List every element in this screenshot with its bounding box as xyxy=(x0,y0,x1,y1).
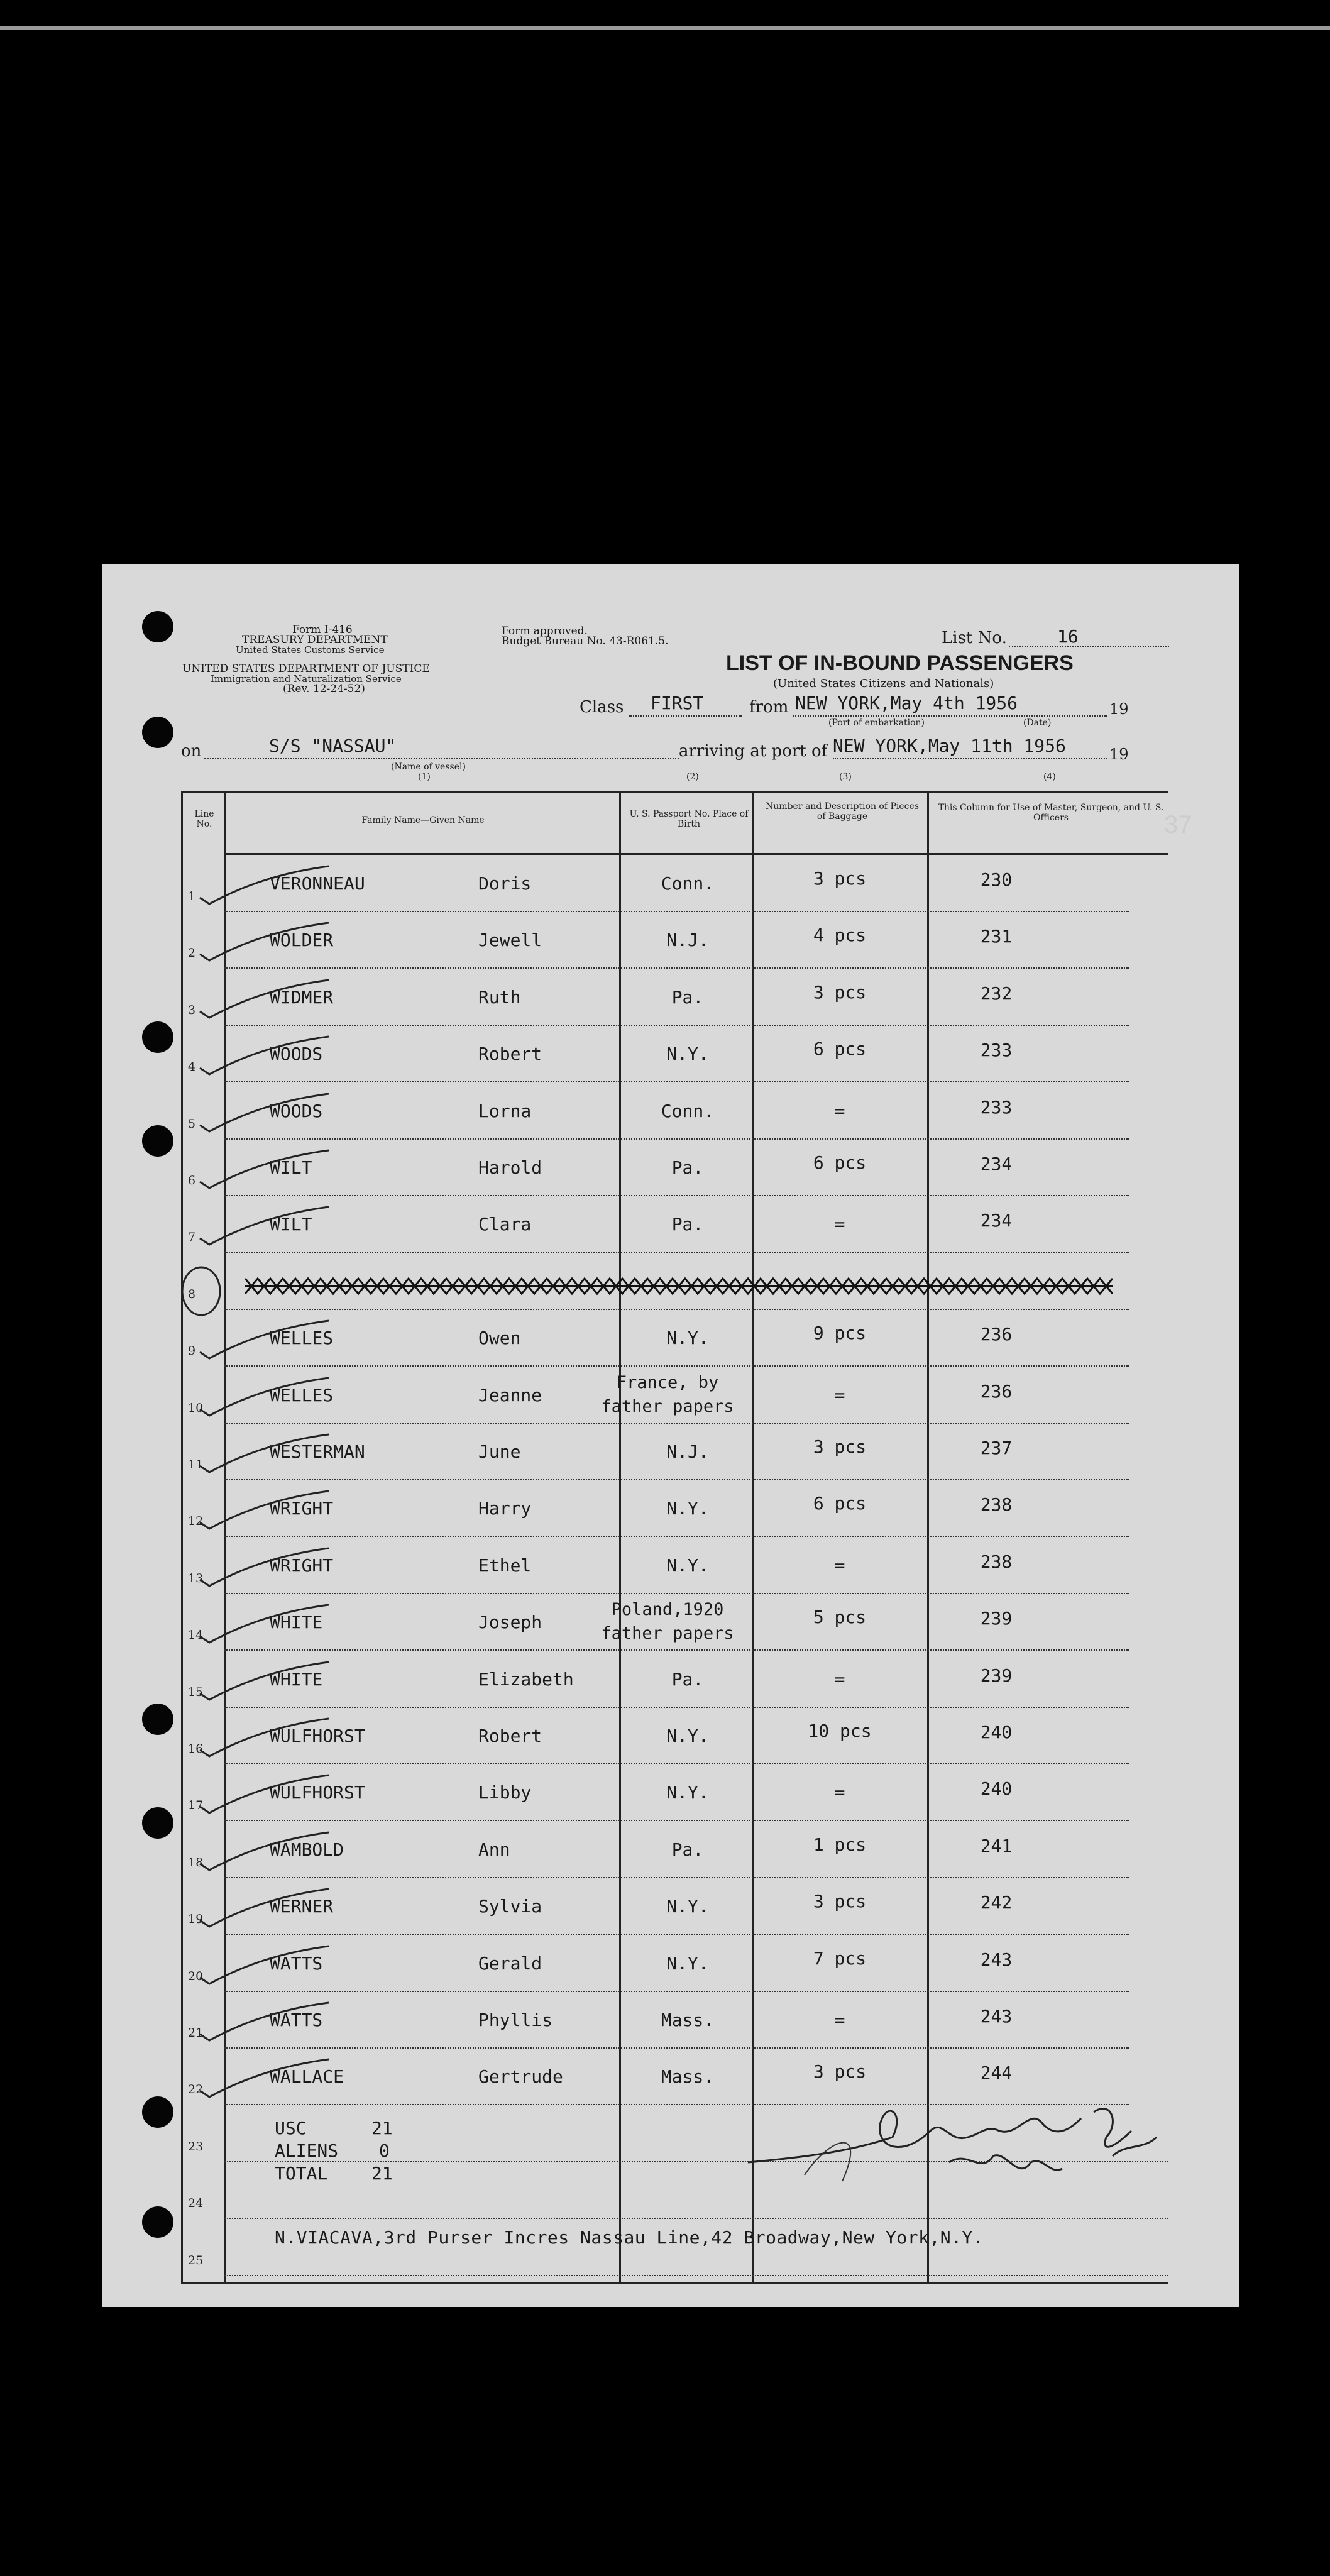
check-mark xyxy=(175,916,338,967)
check-mark xyxy=(175,1599,338,1649)
given-name: Elizabeth xyxy=(478,1668,574,1690)
header-baggage: Number and Description of Pieces of Baggage xyxy=(766,801,919,822)
place-of-birth: N.Y. xyxy=(666,1726,709,1746)
family-name: WAMBOLD xyxy=(270,1839,344,1860)
given-name: Sylvia xyxy=(478,1896,542,1917)
row-rule xyxy=(224,1592,1129,1594)
officer-number: 240 xyxy=(980,1722,1013,1742)
header-line-no: Line No. xyxy=(194,809,214,829)
place-of-birth: N.Y. xyxy=(666,1952,709,1974)
baggage-count: 3 pcs xyxy=(813,2061,867,2083)
row-rule xyxy=(224,1648,1129,1651)
arriving-value: NEW YORK,May 11th 1956 xyxy=(833,735,1066,756)
row-rule xyxy=(224,910,1129,912)
from-label: from xyxy=(749,698,789,717)
check-mark xyxy=(175,1883,338,1933)
line-number: 9 xyxy=(188,1344,196,1358)
header-officers: This Column for Use of Master, Surgeon, and U. S. Officers xyxy=(938,803,1164,823)
place-of-birth: Pa. xyxy=(671,1214,704,1235)
place-of-birth: N.Y. xyxy=(666,1328,709,1349)
col-number-4: (4) xyxy=(1043,772,1056,782)
officer-number: 240 xyxy=(980,1778,1013,1800)
date-label: (Date) xyxy=(1023,718,1052,728)
check-mark xyxy=(175,1372,338,1422)
top-border-line xyxy=(0,26,1330,30)
line-number: 10 xyxy=(188,1401,204,1415)
place-of-birth: Mass. xyxy=(661,2010,715,2030)
officer-number: 234 xyxy=(980,1153,1013,1174)
officer-number: 232 xyxy=(980,983,1013,1004)
line-number: 7 xyxy=(188,1230,196,1245)
given-name: Jeanne xyxy=(478,1384,542,1406)
given-name: Harold xyxy=(478,1157,542,1178)
col-number-3: (3) xyxy=(839,772,852,782)
family-name: WELLES xyxy=(270,1328,334,1349)
officer-number: 238 xyxy=(980,1551,1013,1572)
officer-number: 239 xyxy=(980,1665,1013,1686)
baggage-count: 4 pcs xyxy=(813,925,867,946)
check-mark xyxy=(175,1428,338,1478)
row-rule xyxy=(224,1990,1129,1992)
officer-number: 236 xyxy=(980,1380,1013,1402)
baggage-count: 3 pcs xyxy=(813,868,867,889)
side-page-number: 37 xyxy=(1164,811,1192,839)
given-name: Harry xyxy=(478,1498,532,1519)
list-no-line xyxy=(1009,646,1169,647)
year-suffix-2: 19 xyxy=(1109,746,1129,763)
row-rule xyxy=(224,2046,1129,2049)
given-name: June xyxy=(478,1441,521,1462)
family-name: WIDMER xyxy=(270,986,334,1008)
line-number: 21 xyxy=(188,2026,204,2040)
place-of-birth: N.Y. xyxy=(666,1555,709,1576)
line-number: 25 xyxy=(188,2253,204,2267)
line-number: 24 xyxy=(188,2196,204,2211)
baggage-count: 3 pcs xyxy=(813,981,867,1003)
binder-hole xyxy=(142,2096,173,2128)
handwritten-signature xyxy=(742,2087,1182,2188)
check-mark xyxy=(175,1656,338,1706)
given-name: Owen xyxy=(478,1328,521,1349)
year-suffix-1: 19 xyxy=(1109,700,1129,718)
binder-hole xyxy=(142,1125,173,1157)
officer-number: 236 xyxy=(980,1324,1013,1345)
row-rule xyxy=(224,1307,1129,1310)
baggage-count: = xyxy=(834,1214,845,1235)
line-number: 18 xyxy=(188,1855,204,1869)
place-of-birth: N.J. xyxy=(666,1441,709,1462)
row-rule xyxy=(224,1364,1129,1367)
row-rule xyxy=(224,1023,1129,1026)
family-name: WATTS xyxy=(270,2010,323,2030)
list-no-value: 16 xyxy=(1057,626,1079,647)
circled-line-mark xyxy=(177,1265,228,1321)
binder-hole xyxy=(142,611,173,642)
row-rule xyxy=(224,1534,1129,1537)
family-name: WILT xyxy=(270,1214,312,1235)
given-name: Doris xyxy=(478,873,532,894)
given-name: Ann xyxy=(478,1839,510,1860)
arriving-line xyxy=(833,758,1107,759)
immigration-service: Immigration and Naturalization Service xyxy=(211,673,402,685)
given-name: Phyllis xyxy=(478,2010,553,2030)
baggage-count: = xyxy=(834,1668,845,1690)
justice-department: UNITED STATES DEPARTMENT OF JUSTICE xyxy=(182,663,430,675)
purser-signature-line: N.VIACAVA,3rd Purser Incres Nassau Line,42 Broadway,New York,N.Y. xyxy=(275,2227,984,2248)
baggage-count: 7 pcs xyxy=(813,1947,867,1969)
officer-number: 237 xyxy=(980,1438,1013,1458)
binder-hole xyxy=(142,1021,173,1053)
officer-number: 244 xyxy=(980,2062,1013,2084)
baggage-count: 5 pcs xyxy=(813,1607,867,1628)
baggage-count: 3 pcs xyxy=(813,1436,867,1457)
document-subtitle: (United States Citizens and Nationals) xyxy=(773,677,994,690)
vessel-name-label: (Name of vessel) xyxy=(391,762,466,772)
check-mark xyxy=(175,1030,338,1081)
baggage-count: 6 pcs xyxy=(813,1038,867,1060)
binder-hole xyxy=(142,2206,173,2238)
given-name: Ruth xyxy=(478,986,521,1008)
place-of-birth: Conn. xyxy=(661,873,715,894)
line-number: 16 xyxy=(188,1742,204,1756)
place-of-birth: Conn. xyxy=(661,1100,715,1121)
line-number: 5 xyxy=(188,1116,196,1131)
check-mark xyxy=(175,1087,338,1138)
check-mark xyxy=(175,1940,338,1990)
port-embarkation-label: (Port of embarkation) xyxy=(828,718,925,728)
budget-bureau: Budget Bureau No. 43-R061.5. xyxy=(502,635,669,647)
usc-value: 21 xyxy=(371,2118,393,2138)
family-name: WRIGHT xyxy=(270,1498,334,1519)
baggage-count: = xyxy=(834,2010,845,2030)
officer-number: 234 xyxy=(980,1210,1013,1231)
revision-date: (Rev. 12-24-52) xyxy=(283,683,365,695)
row-rule xyxy=(224,1137,1129,1140)
customs-service: United States Customs Service xyxy=(236,644,385,656)
row-rule xyxy=(224,1250,1129,1253)
place-of-birth: N.Y. xyxy=(666,1043,709,1065)
baggage-count: 10 pcs xyxy=(808,1720,872,1741)
arriving-label: arriving at port of xyxy=(679,742,828,761)
strikeout-scribble xyxy=(245,1275,1113,1297)
row-rule xyxy=(224,966,1129,969)
family-name: WOODS xyxy=(270,1043,323,1065)
row-rule xyxy=(224,1080,1129,1082)
officer-number: 239 xyxy=(980,1608,1013,1629)
binder-hole xyxy=(142,1807,173,1839)
check-mark xyxy=(175,1485,338,1535)
line-number: 17 xyxy=(188,1798,204,1813)
line-number: 23 xyxy=(188,2139,204,2154)
officer-number: 233 xyxy=(980,1096,1013,1118)
check-mark xyxy=(175,1314,338,1365)
line-number: 13 xyxy=(188,1571,204,1585)
header-passport: U. S. Passport No. Place of Birth xyxy=(629,809,749,829)
check-mark xyxy=(175,974,338,1024)
given-name: Robert xyxy=(478,1043,542,1065)
officer-number: 242 xyxy=(980,1892,1013,1913)
family-name: WULFHORST xyxy=(270,1726,365,1746)
row-rule xyxy=(224,1421,1129,1424)
baggage-count: = xyxy=(834,1384,845,1406)
baggage-count: 3 pcs xyxy=(813,1891,867,1912)
form-approved: Form approved. xyxy=(502,625,588,637)
place-of-birth: France, by father papers xyxy=(601,1372,734,1416)
line-number: 14 xyxy=(188,1628,204,1643)
place-of-birth: N.Y. xyxy=(666,1782,709,1803)
line-number: 20 xyxy=(188,1969,204,1983)
check-mark xyxy=(175,1201,338,1251)
total-label: TOTAL xyxy=(275,2163,328,2184)
place-of-birth: Pa. xyxy=(671,1668,704,1690)
line-number: 19 xyxy=(188,1912,204,1927)
from-value: NEW YORK,May 4th 1956 xyxy=(795,693,1018,713)
line-number: 6 xyxy=(188,1174,196,1187)
vessel-name: S/S "NASSAU" xyxy=(269,735,397,756)
place-of-birth: Mass. xyxy=(661,2066,715,2088)
family-name: WHITE xyxy=(270,1668,323,1690)
place-of-birth: Pa. xyxy=(671,1157,704,1178)
row-rule xyxy=(224,2216,1168,2219)
line-number: 2 xyxy=(188,946,196,960)
baggage-count: 6 pcs xyxy=(813,1152,867,1173)
baggage-count: 9 pcs xyxy=(813,1323,867,1344)
check-mark xyxy=(175,1996,338,2047)
check-mark xyxy=(175,1712,338,1763)
given-name: Ethel xyxy=(478,1555,532,1576)
family-name: WHITE xyxy=(270,1612,323,1633)
given-name: Joseph xyxy=(478,1612,542,1633)
line-number: 3 xyxy=(188,1003,196,1017)
class-value: FIRST xyxy=(651,693,704,713)
line-number: 1 xyxy=(188,889,196,903)
officer-number: 238 xyxy=(980,1494,1013,1516)
officer-number: 233 xyxy=(980,1040,1013,1061)
check-mark xyxy=(175,1769,338,1819)
row-rule xyxy=(224,1819,1129,1821)
class-line xyxy=(629,715,742,717)
col-number-1: (1) xyxy=(418,772,431,782)
treasury-department: TREASURY DEPARTMENT xyxy=(242,634,388,646)
list-no-label: List No. xyxy=(942,629,1007,647)
row-rule xyxy=(224,1478,1129,1480)
usc-label: USC xyxy=(275,2118,307,2138)
family-name: WALLACE xyxy=(270,2066,344,2088)
row-rule xyxy=(224,1762,1129,1764)
family-name: WOODS xyxy=(270,1100,323,1121)
place-of-birth: N.J. xyxy=(666,930,709,951)
family-name: WULFHORST xyxy=(270,1782,365,1803)
binder-hole xyxy=(142,717,173,748)
check-mark xyxy=(175,1826,338,1876)
form-number: Form I-416 xyxy=(292,624,353,636)
officer-number: 243 xyxy=(980,1949,1013,1970)
binder-hole xyxy=(142,1704,173,1735)
line-number: 4 xyxy=(188,1060,196,1074)
col-number-2: (2) xyxy=(686,772,699,782)
row-rule xyxy=(224,1876,1129,1878)
on-label: on xyxy=(181,742,202,761)
family-name: VERONNEAU xyxy=(270,873,365,894)
place-of-birth: N.Y. xyxy=(666,1498,709,1519)
family-name: WATTS xyxy=(270,1952,323,1974)
family-name: WRIGHT xyxy=(270,1555,334,1576)
family-name: WERNER xyxy=(270,1896,334,1917)
baggage-count: = xyxy=(834,1100,845,1121)
row-rule xyxy=(224,1932,1129,1935)
given-name: Robert xyxy=(478,1726,542,1746)
given-name: Lorna xyxy=(478,1100,532,1121)
line-number: 8 xyxy=(188,1287,196,1301)
line-number: 12 xyxy=(188,1514,204,1529)
header-rule xyxy=(224,853,1168,855)
aliens-value: 0 xyxy=(379,2140,390,2161)
given-name: Libby xyxy=(478,1782,532,1803)
officer-number: 243 xyxy=(980,2006,1013,2027)
check-mark xyxy=(175,1542,338,1592)
place-of-birth: Pa. xyxy=(671,1839,704,1860)
line-number: 15 xyxy=(188,1685,204,1699)
check-mark xyxy=(175,1144,338,1194)
given-name: Jewell xyxy=(478,930,542,951)
vessel-line xyxy=(204,758,679,759)
aliens-label: ALIENS xyxy=(275,2140,339,2161)
family-name: WILT xyxy=(270,1157,312,1178)
baggage-count: = xyxy=(834,1555,845,1576)
officer-number: 241 xyxy=(980,1835,1013,1856)
given-name: Clara xyxy=(478,1214,532,1235)
header-name: Family Name—Given Name xyxy=(361,815,485,825)
place-of-birth: Pa. xyxy=(671,986,704,1008)
document-title: LIST OF IN-BOUND PASSENGERS xyxy=(726,651,1074,675)
baggage-count: = xyxy=(834,1782,845,1803)
officer-number: 231 xyxy=(980,926,1013,947)
row-rule xyxy=(224,2274,1168,2276)
family-name: WOLDER xyxy=(270,930,334,951)
check-mark xyxy=(175,860,338,910)
total-value: 21 xyxy=(371,2163,393,2184)
officer-number: 230 xyxy=(980,869,1013,890)
baggage-count: 1 pcs xyxy=(813,1834,867,1855)
given-name: Gerald xyxy=(478,1952,542,1974)
family-name: WELLES xyxy=(270,1384,334,1406)
given-name: Gertrude xyxy=(478,2066,563,2088)
check-mark xyxy=(175,2053,338,2103)
class-label: Class xyxy=(580,698,624,717)
row-rule xyxy=(224,1705,1129,1708)
place-of-birth: Poland,1920 father papers xyxy=(601,1600,734,1644)
line-number: 11 xyxy=(188,1458,204,1472)
place-of-birth: N.Y. xyxy=(666,1896,709,1917)
row-rule xyxy=(224,1194,1129,1196)
family-name: WESTERMAN xyxy=(270,1441,365,1462)
line-number: 22 xyxy=(188,2083,204,2097)
baggage-count: 6 pcs xyxy=(813,1493,867,1514)
